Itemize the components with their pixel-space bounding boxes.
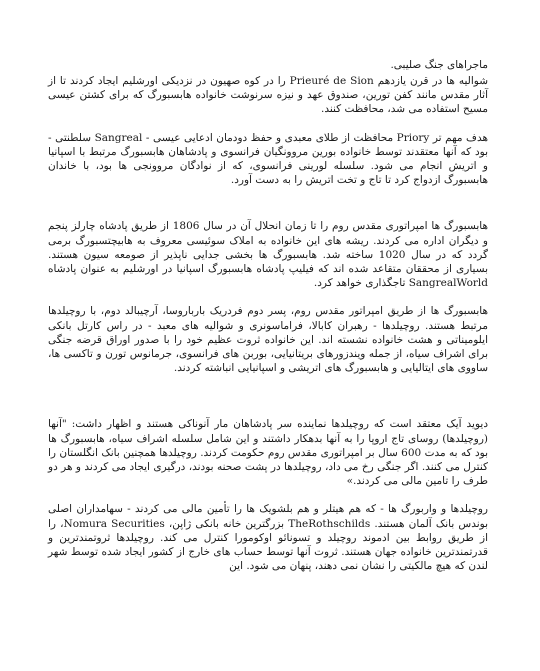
paragraph-rothschild-link: هابسبورگ ها از طریق امپراتور مقدس روم، پسر دوم فردریک بارباروسا، آرچیبالد دوم، با روچیلدها مرتبط هستند. روچیلدها - رهبران کابالا، فراماسونری و شوالیه های معبد - در راس کارتل بانکی ایلومیناتی و هشت خانواده نشسته اند. این خانواده ثروت عظیم خود را با صدور اوراق قرضه جنگی برای اشراف سیاه، از جمله ویندزورهای بریتانیایی، بوربن های فرانسوی، جرمانوس تورن و تاکسی ها، ساووی های ایتالیایی و هابسبورگ های اتریشی و اسپانیایی انباشته کردند. [48, 305, 488, 375]
paragraph-sangreal: هدف مهم تر Priory محافظت از طلای معبدی و حفظ دودمان ادعایی عیسی - Sangreal سلطنتی - بود که آنها معتقدند توسط خانواده بورین مروونگیان فرانسوی و پادشاهان هابسبورگ مرتبط با اسپانیا و اتریش انجام می شود. سلسله لورینی فرانسوی، که از نوادگان مروونجی ها بود، با خاندان هابسبورگ ازدواج کرد تا تاج و تخت اتریش را به دست آورد. [48, 131, 488, 187]
paragraph-habsburg-empire: هابسبورگ ها امپراتوری مقدس روم را تا زمان انحلال آن در سال 1806 از طریق پادشاه چارلز پنجم و دیگران اداره می کردند. ریشه های این خانواده به املاک سوئیسی معروف به هابیچتسبورگ برمی گردد که در سال 1020 ساخته شد. هابسبورگ ها بخشی جدایی ناپذیر از صومعه سیون هستند. بسیاری از محققان متقاعد شده اند که فیلیپ پادشاه هابسبورگ اسپانیا در اورشلیم به عنوان پادشاه SangrealWorld تاجگذاری خواهد کرد. [48, 220, 488, 290]
paragraph-spacer [48, 488, 488, 502]
paragraph-icke-quote: دیوید آیک معتقد است که روچیلدها نماینده سر پادشاهان مار آنوناکی هستند و اظهار داشت: "آنها (روچیلدها) روسای تاج اروپا را به آنها بدهکار داشتند و این شامل سلسله اشراف سیاه، هابسبورگ ها بود که به مدت 600 سال بر امپراتوری مقدس روم حکومت کردند. روچیلدها همچنین بانک انگلستان را کنترل می کنند. اگر جنگی رخ می داد، روچیلدها در پشت صحنه بودند، درگیری ایجاد می کردند و هر دو طرف را تامین مالی می کردند.» [48, 418, 488, 488]
document-body [48, 58, 488, 573]
paragraph-priory-origins: شوالیه ها در قرن یازدهم Prieuré de Sion را در کوه صهیون در نزدیکی اورشلیم ایجاد کردند تا از آثار مقدس مانند کفن تورین، صندوق عهد و نیزه سرنوشت خانواده هابسبورگ که برای کشتن عیسی مسیح استفاده می شد، محافظت کنند. [48, 75, 488, 116]
paragraph-spacer [48, 375, 488, 417]
paragraph-spacer [48, 187, 488, 219]
section-heading: ماجراهای جنگ صلیبی. [390, 59, 488, 71]
paragraph-warburg: روچیلدها و واربورگ ها - که هم هیتلر و هم بلشویک ها را تأمین مالی می کردند - سهامداران اصلی بوندس بانک آلمان هستند. TheRothschilds بزرگترین خانه بانکی ژاپن، Nomura Securities، را از طریق روابط بین ادموند روچیلد و تسونائو اوکومورا کنترل می کند. روچیلدها ثروتمندترین و قدرتمندترین خانواده جهان هستند. ثروت آنها توسط حساب های خارج از کشور ایجاد شده توسط شهر لندن که هیچ مالکیتی را نشان نمی دهند، پنهان می شود. این [48, 503, 489, 573]
paragraph-spacer [48, 117, 488, 131]
paragraph-spacer [48, 290, 488, 304]
